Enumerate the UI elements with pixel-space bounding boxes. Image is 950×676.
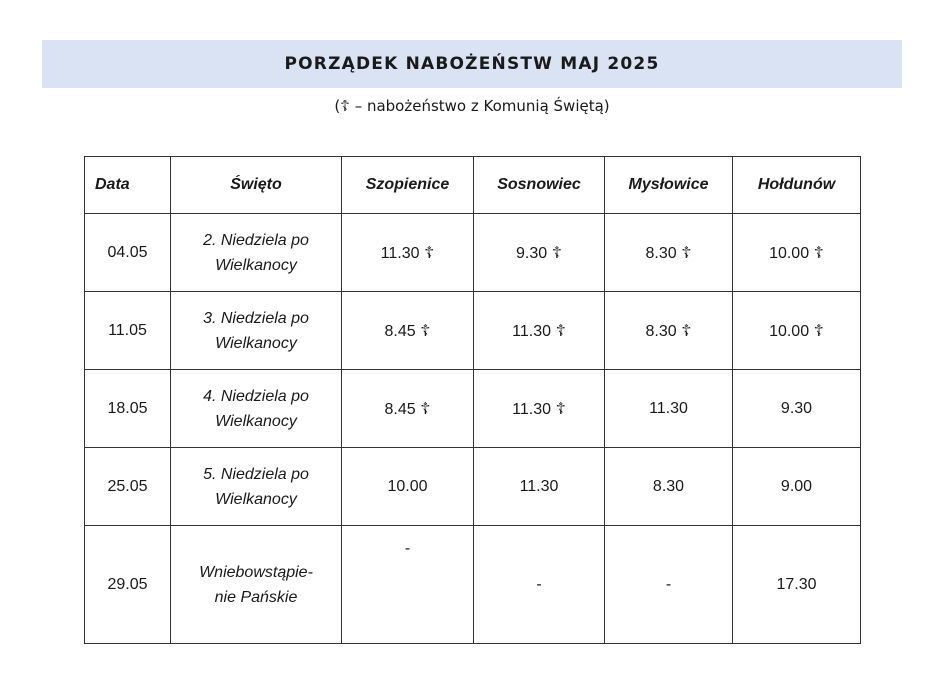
column-header-sosnowiec: Sosnowiec (474, 157, 605, 214)
page-title: PORZĄDEK NABOŻEŃSTW MAJ 2025 (284, 54, 660, 74)
holiday-line: 4. Niedziela po (203, 387, 309, 405)
column-header-holdunow: Hołdunów (733, 157, 861, 214)
holiday-line: nie Pańskie (214, 588, 298, 606)
table-row (85, 448, 861, 526)
date-cell: 04.05 (85, 214, 171, 292)
time-cell-szopienice: 8.45 ☦ (342, 370, 474, 448)
time-cell-myslowice: 11.30 (605, 370, 733, 448)
holiday-line: Wielkanocy (215, 256, 297, 274)
time-cell-holdunow: 17.30 (733, 526, 861, 644)
time-cell-holdunow: 10.00 ☦ (733, 292, 861, 370)
holiday-cell (171, 292, 342, 370)
time-cell-szopienice: - (342, 526, 474, 644)
table-row (85, 292, 861, 370)
date-cell: 18.05 (85, 370, 171, 448)
column-header-holiday: Święto (171, 157, 342, 214)
holiday-cell (171, 370, 342, 448)
time-cell-sosnowiec: 11.30 ☦ (474, 370, 605, 448)
time-cell-sosnowiec: - (474, 526, 605, 644)
holiday-cell (171, 214, 342, 292)
holiday-cell (171, 448, 342, 526)
legend-subtitle: (☦ – nabożeństwo z Komunią Świętą) (334, 97, 610, 115)
table-row (85, 526, 861, 644)
time-cell-szopienice: 11.30 ☦ (342, 214, 474, 292)
time-cell-holdunow: 9.30 (733, 370, 861, 448)
time-cell-sosnowiec: 11.30 (474, 448, 605, 526)
holiday-line: Wniebowstąpie- (199, 563, 313, 581)
holiday-line: Wielkanocy (215, 490, 297, 508)
time-cell-myslowice: 8.30 ☦ (605, 292, 733, 370)
holiday-line: 2. Niedziela po (203, 231, 309, 249)
time-cell-holdunow: 9.00 (733, 448, 861, 526)
time-cell-szopienice: 8.45 ☦ (342, 292, 474, 370)
time-cell-myslowice: 8.30 ☦ (605, 214, 733, 292)
holiday-cell (171, 526, 342, 644)
time-cell-holdunow: 10.00 ☦ (733, 214, 861, 292)
date-cell: 29.05 (85, 526, 171, 644)
column-header-szopienice: Szopienice (342, 157, 474, 214)
time-cell-myslowice: - (605, 526, 733, 644)
service-schedule-table (84, 156, 861, 644)
holiday-line: 5. Niedziela po (203, 465, 309, 483)
time-cell-myslowice: 8.30 (605, 448, 733, 526)
column-header-myslowice: Mysłowice (605, 157, 733, 214)
table-header-row (85, 157, 861, 214)
holiday-line: 3. Niedziela po (203, 309, 309, 327)
column-header-date: Data (85, 157, 171, 214)
date-cell: 25.05 (85, 448, 171, 526)
time-cell-sosnowiec: 11.30 ☦ (474, 292, 605, 370)
table-row (85, 370, 861, 448)
time-cell-szopienice: 10.00 (342, 448, 474, 526)
holiday-line: Wielkanocy (215, 334, 297, 352)
holiday-line: Wielkanocy (215, 412, 297, 430)
title-bar (42, 40, 902, 88)
table-row (85, 214, 861, 292)
time-cell-sosnowiec: 9.30 ☦ (474, 214, 605, 292)
date-cell: 11.05 (85, 292, 171, 370)
